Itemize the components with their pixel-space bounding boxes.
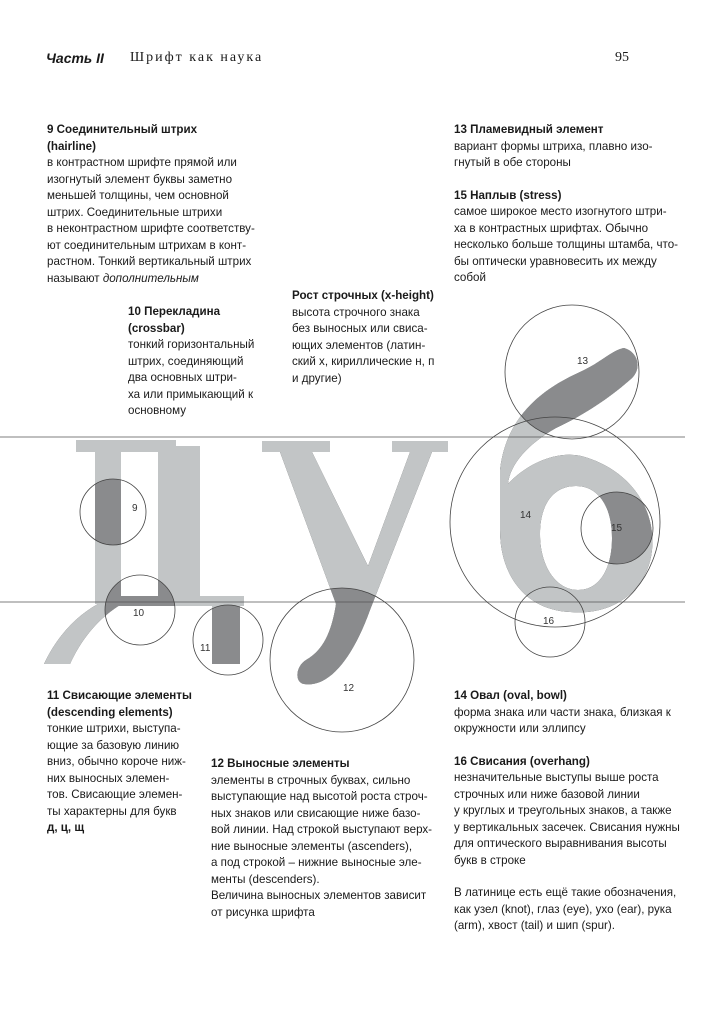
line: меньшей толщины, чем основной [47,189,229,202]
heading-en: (crossbar) [128,321,185,335]
line: штрих, соединяющий [128,354,244,368]
heading: 16 Свисания (overhang) [454,754,590,768]
line: незначительные выступы выше роста [454,771,659,784]
line: а под строкой – нижние выносные эле- [211,856,422,869]
heading-en: (descending elements) [47,705,173,719]
line: тонкий горизонтальный [128,338,255,351]
heading: 15 Наплыв (stress) [454,188,562,202]
marker-15: 15 [611,523,623,534]
line: и другие) [292,371,342,385]
italic-term: дополнительным [102,271,199,285]
line: ха в контрастных шрифтах. Обычно [454,221,649,235]
marker-13: 13 [577,356,589,367]
line: вниз, обычно короче ниж- [47,755,186,768]
section-descending [47,688,207,837]
heading: 10 Перекладина [128,305,221,318]
line: гнутый в обе стороны [454,156,571,169]
heading: 11 Свисающие элементы [47,689,192,702]
heading: 12 Выносные элементы [211,757,350,770]
line: для оптического выравнивания высоты [454,837,667,850]
note-line: (arm), хвост (tail) и шип (spur). [454,919,615,932]
line: тонкие штрихи, выступа- [47,722,181,735]
line: форма знака или части знака, близкая к [454,705,671,719]
line: два основных штри- [128,371,237,384]
marker-12: 12 [343,683,355,694]
line: несколько больше толщины штамба, что- [454,238,678,251]
line: них выносных элемен- [47,771,170,785]
line: выступающие над высотой роста строч- [211,790,428,803]
line: ты характерны для букв [47,804,177,818]
line [47,271,287,288]
example-letters: д, ц, щ [47,821,85,834]
line: вой линии. Над строкой выступают верх- [211,823,433,836]
marker-9: 9 [132,503,138,514]
line: букв в строке [454,853,526,867]
heading: 9 Соединительный штрих [47,123,198,136]
part-label: Часть II [46,50,104,66]
section-ascenders [211,756,451,921]
line: в контрастном шрифте прямой или [47,156,237,169]
section-flame [454,122,694,287]
running-title: Шрифт как наука [130,50,264,65]
page-number: 95 [615,50,629,65]
line: растном. Тонкий вертикальный штрих [47,255,252,268]
marker-16: 16 [543,616,555,627]
line: у круглых и треугольных знаков, а также [454,804,672,817]
line: ных знаков или свисающие ниже базо- [211,806,421,820]
section-crossbar [128,304,288,420]
heading-en: (hairline) [47,139,96,153]
line: основному [128,404,187,417]
marker-10: 10 [133,608,145,619]
marker-14: 14 [520,510,532,521]
section-x-height [292,288,452,387]
marker-11: 11 [200,643,211,654]
line: вариант формы штриха, плавно изо- [454,139,653,153]
line-prefix: называют [47,271,103,285]
line: бы оптически уравновесить их между [454,254,657,268]
line: ющих элементов (латин- [292,338,426,352]
line: высота строчного знака [292,305,420,319]
note-line: как узел (knot), глаз (eye), ухо (ear), рука [454,902,672,916]
section-oval [454,688,694,935]
line: ние выносные элементы (ascenders), [211,839,413,853]
line: у вертикальных засечек. Свисания нужны [454,820,680,834]
heading: 13 Пламевидный элемент [454,123,604,136]
line: собой [454,271,486,284]
line: изогнутый элемент буквы заметно [47,172,233,186]
section-hairline [47,122,287,287]
line: в неконтрастном шрифте соответству- [47,222,255,235]
heading: 14 Овал (oval, bowl) [454,689,567,702]
line: штрих. Соединительные штрихи [47,205,223,219]
line: Величина выносных элементов зависит [211,889,427,902]
line: элементы в строчных буквах, сильно [211,773,411,787]
note-line: В латинице есть ещё такие обозначения, [454,886,677,899]
line: ют соединительным штрихам в конт- [47,238,247,252]
heading: Рост строчных (x-height) [292,289,434,302]
line: ский x, кириллические н, п [292,355,435,368]
line: строчных или ниже базовой линии [454,787,640,801]
line: менты (descenders). [211,872,320,886]
line: окружности или эллипсу [454,722,586,735]
line: ха или примыкающий к [128,387,254,401]
line: ющие за базовую линию [47,738,180,752]
line: самое широкое место изогнутого штри- [454,205,667,218]
line: тов. Свисающие элемен- [47,788,183,801]
line: без выносных или свиса- [292,322,428,335]
line: от рисунка шрифта [211,905,315,919]
